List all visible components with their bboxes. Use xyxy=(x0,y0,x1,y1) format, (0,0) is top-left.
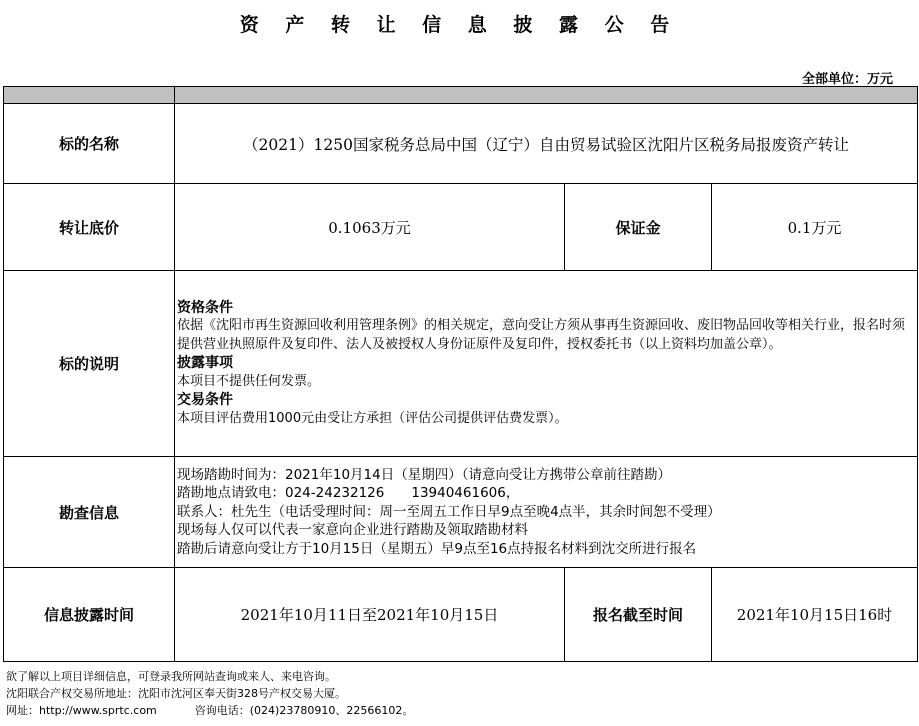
inspection-line: 现场每人仅可以代表一家意向企业进行踏勘及领取踏勘材料 xyxy=(177,522,528,539)
price-value: 0.1063万元 xyxy=(175,184,565,271)
deadline-value: 2021年10月15日16时 xyxy=(712,568,918,662)
footer-address-line: 沈阳联合产权交易所地址：沈阳市沈河区奉天街328号产权交易大厦。 xyxy=(6,687,346,700)
footer-website: 网址：http://www.sprtc.com xyxy=(6,704,157,717)
subject-name-value: （2021）1250国家税务总局中国（辽宁）自由贸易试验区沈阳片区税务局报废资产转让 xyxy=(175,104,918,184)
inspection-label: 勘查信息 xyxy=(4,457,175,568)
subject-name-row xyxy=(4,104,918,184)
disclosure-text: 本项目不提供任何发票。 xyxy=(177,373,321,389)
inspection-row xyxy=(4,457,918,568)
trade-conditions-heading: 交易条件 xyxy=(177,392,233,409)
qualification-heading: 资格条件 xyxy=(177,299,233,316)
unit-note: 全部单位：万元 xyxy=(801,72,893,87)
description-label: 标的说明 xyxy=(4,271,175,457)
inspection-line: 现场踏勘时间为：2021年10月14日（星期四）（请意向受让方携带公章前往踏勘） xyxy=(177,466,671,483)
header-band xyxy=(4,87,918,104)
inspection-line: 联系人：杜先生（电话受理时间：周一至周五工作日早9点至晚4点半，其余时间恕不受理） xyxy=(177,503,721,520)
inspection-line: 踏勘后请意向受让方于10月15日（星期五）早9点至16点持报名材料到沈交所进行报名 xyxy=(177,540,697,557)
price-row xyxy=(4,184,918,271)
deposit-value: 0.1万元 xyxy=(712,184,918,271)
trade-conditions-text: 本项目评估费用1000元由受让方承担（评估公司提供评估费发票）。 xyxy=(177,410,568,426)
page-title: 资 产 转 让 信 息 披 露 公 告 xyxy=(239,14,680,36)
disclosure-period-value: 2021年10月11日至2021年10月15日 xyxy=(175,568,565,662)
disclosure-heading: 披露事项 xyxy=(177,355,233,372)
footer xyxy=(6,668,413,719)
inspection-line: 踏勘地点请致电：024-24232126 13940461606， xyxy=(177,485,520,502)
deposit-label: 保证金 xyxy=(565,184,712,271)
description-content xyxy=(175,271,918,457)
header-band-cell xyxy=(175,87,918,104)
footer-contact-line xyxy=(6,702,413,719)
inspection-content xyxy=(175,457,918,568)
qualification-text: 依据《沈阳市再生资源回收利用管理条例》的相关规定，意向受让方须从事再生资源回收、废旧物品回收等相关行业，报名时须提供营业执照原件及复印件、法人及被授权人身份证原件及复印件，授权委托书（以上资料均加盖公章）。 xyxy=(177,318,906,352)
description-row xyxy=(4,271,918,457)
announcement-table xyxy=(3,86,918,662)
footer-phone: 咨询电话：(024)23780910、22566102。 xyxy=(194,704,414,717)
subject-name-label: 标的名称 xyxy=(4,104,175,184)
deadline-label: 报名截至时间 xyxy=(565,568,712,662)
disclosure-period-label: 信息披露时间 xyxy=(4,568,175,662)
price-label: 转让底价 xyxy=(4,184,175,271)
period-row xyxy=(4,568,918,662)
footer-info-line: 欲了解以上项目详细信息，可登录我所网站查询或来人、来电咨询。 xyxy=(6,670,336,683)
header-band-cell xyxy=(4,87,175,104)
